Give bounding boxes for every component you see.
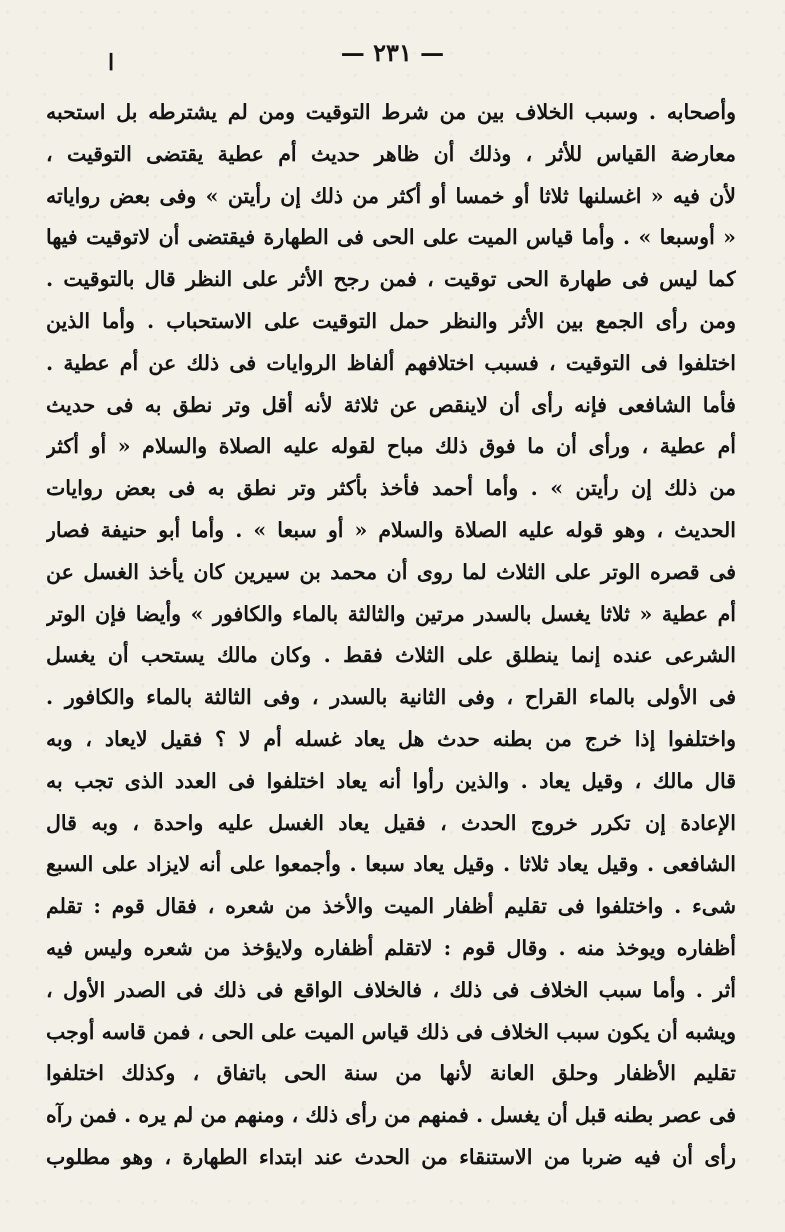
text-line: الشافعى . وقيل يعاد ثلاثا . وقيل يعاد سبعا . وأجمعوا على أنه لايزاد على السبع bbox=[46, 852, 736, 877]
text-line: شىء . واختلفوا فى تقليم أظفار الميت والأخذ من شعره ، فقال قوم : تقلم bbox=[46, 894, 736, 919]
text-line: « أوسبعا » . وأما قياس الميت على الحى فى الطهارة فيقتضى أن لاتوقيت فيها bbox=[46, 225, 736, 250]
page-number: — ٢٣١ — bbox=[340, 38, 445, 67]
text-line: أم عطية ، ورأى أن ما فوق ذلك مباح لقوله عليه الصلاة والسلام « أو أكثر bbox=[46, 434, 736, 459]
text-line: فى قصره الوتر على الثلاث لما روى أن محمد بن سيرين كان يأخذ الغسل عن bbox=[46, 559, 736, 584]
text-line: واختلفوا إذا خرج من بطنه حدث هل يعاد غسله أم لا ؟ فقيل لايعاد ، وبه bbox=[46, 726, 736, 751]
text-line: الإعادة إن تكرر خروج الحدث ، فقيل يعاد الغسل عليه واحدة ، وبه قال bbox=[46, 810, 736, 835]
text-line: كما ليس فى طهارة الحى توقيت ، فمن رجح الأثر على النظر قال بالتوقيت . bbox=[46, 267, 736, 292]
text-line: اختلفوا فى التوقيت ، فسبب اختلافهم ألفاظ الروايات فى ذلك عن أم عطية . bbox=[46, 350, 736, 375]
text-line: لأن فيه « اغسلنها ثلاثا أو خمسا أو أكثر من ذلك إن رأيتن » وفى بعض رواياته bbox=[46, 183, 736, 208]
text-line: الشرعى عنده إنما ينطلق على الثلاث فقط . وكان مالك يستحب أن يغسل bbox=[46, 643, 736, 668]
text-line: ومن رأى الجمع بين الأثر والنظر حمل التوقيت على الاستحباب . وأما الذين bbox=[46, 308, 736, 333]
text-line: الحديث ، وهو قوله عليه الصلاة والسلام « أو سبعا » . وأما أبو حنيفة فصار bbox=[46, 517, 736, 542]
text-line: وأصحابه . وسبب الخلاف بين من شرط التوقيت ومن لم يشترطه بل استحبه bbox=[46, 100, 736, 124]
text-line: من ذلك إن رأيتن » . وأما أحمد فأخذ بأكثر وتر نطق به فى بعض روايات bbox=[46, 476, 736, 501]
text-line: معارضة القياس للأثر ، وذلك أن ظاهر حديث أم عطية يقتضى التوقيت ، bbox=[46, 141, 736, 166]
body-text bbox=[46, 92, 736, 1179]
text-line: تقليم الأظفار وحلق العانة لأنها من سنة الحى باتفاق ، وكذلك اختلفوا bbox=[46, 1061, 736, 1086]
text-line: أثر . وأما سبب الخلاف فى ذلك ، فالخلاف الواقع فى ذلك فى الصدر الأول ، bbox=[46, 977, 736, 1002]
text-line: ويشبه أن يكون سبب الخلاف فى ذلك قياس الميت على الحى ، فمن قاسه أوجب bbox=[46, 1019, 736, 1044]
text-line: قال مالك ، وقيل يعاد . والذين رأوا أنه يعاد اختلفوا فى العدد الذى تجب به bbox=[46, 768, 736, 793]
text-line: فأما الشافعى فإنه رأى أن لاينقص عن ثلاثة لأنه أقل وتر نطق به فى حديث bbox=[46, 392, 736, 417]
text-line: رأى أن فيه ضربا من الاستنقاء من الحدث عند ابتداء الطهارة ، وهو مطلوب bbox=[46, 1144, 736, 1169]
text-line: أم عطية « ثلاثا يغسل بالسدر مرتين والثالثة بالماء والكافور » وأيضا فإن الوتر bbox=[46, 601, 736, 626]
text-line: فى عصر بطنه قبل أن يغسل . فمنهم من رأى ذلك ، ومنهم من لم يره . فمن رآه bbox=[46, 1103, 736, 1128]
text-line: فى الأولى بالماء القراح ، وفى الثانية بالسدر ، وفى الثالثة بالماء والكافور . bbox=[46, 685, 736, 710]
margin-mark: ا bbox=[108, 50, 115, 76]
text-line: أظفاره ويوخذ منه . وقال قوم : لاتقلم أظفاره ولايؤخذ من شعره وليس فيه bbox=[46, 935, 736, 960]
